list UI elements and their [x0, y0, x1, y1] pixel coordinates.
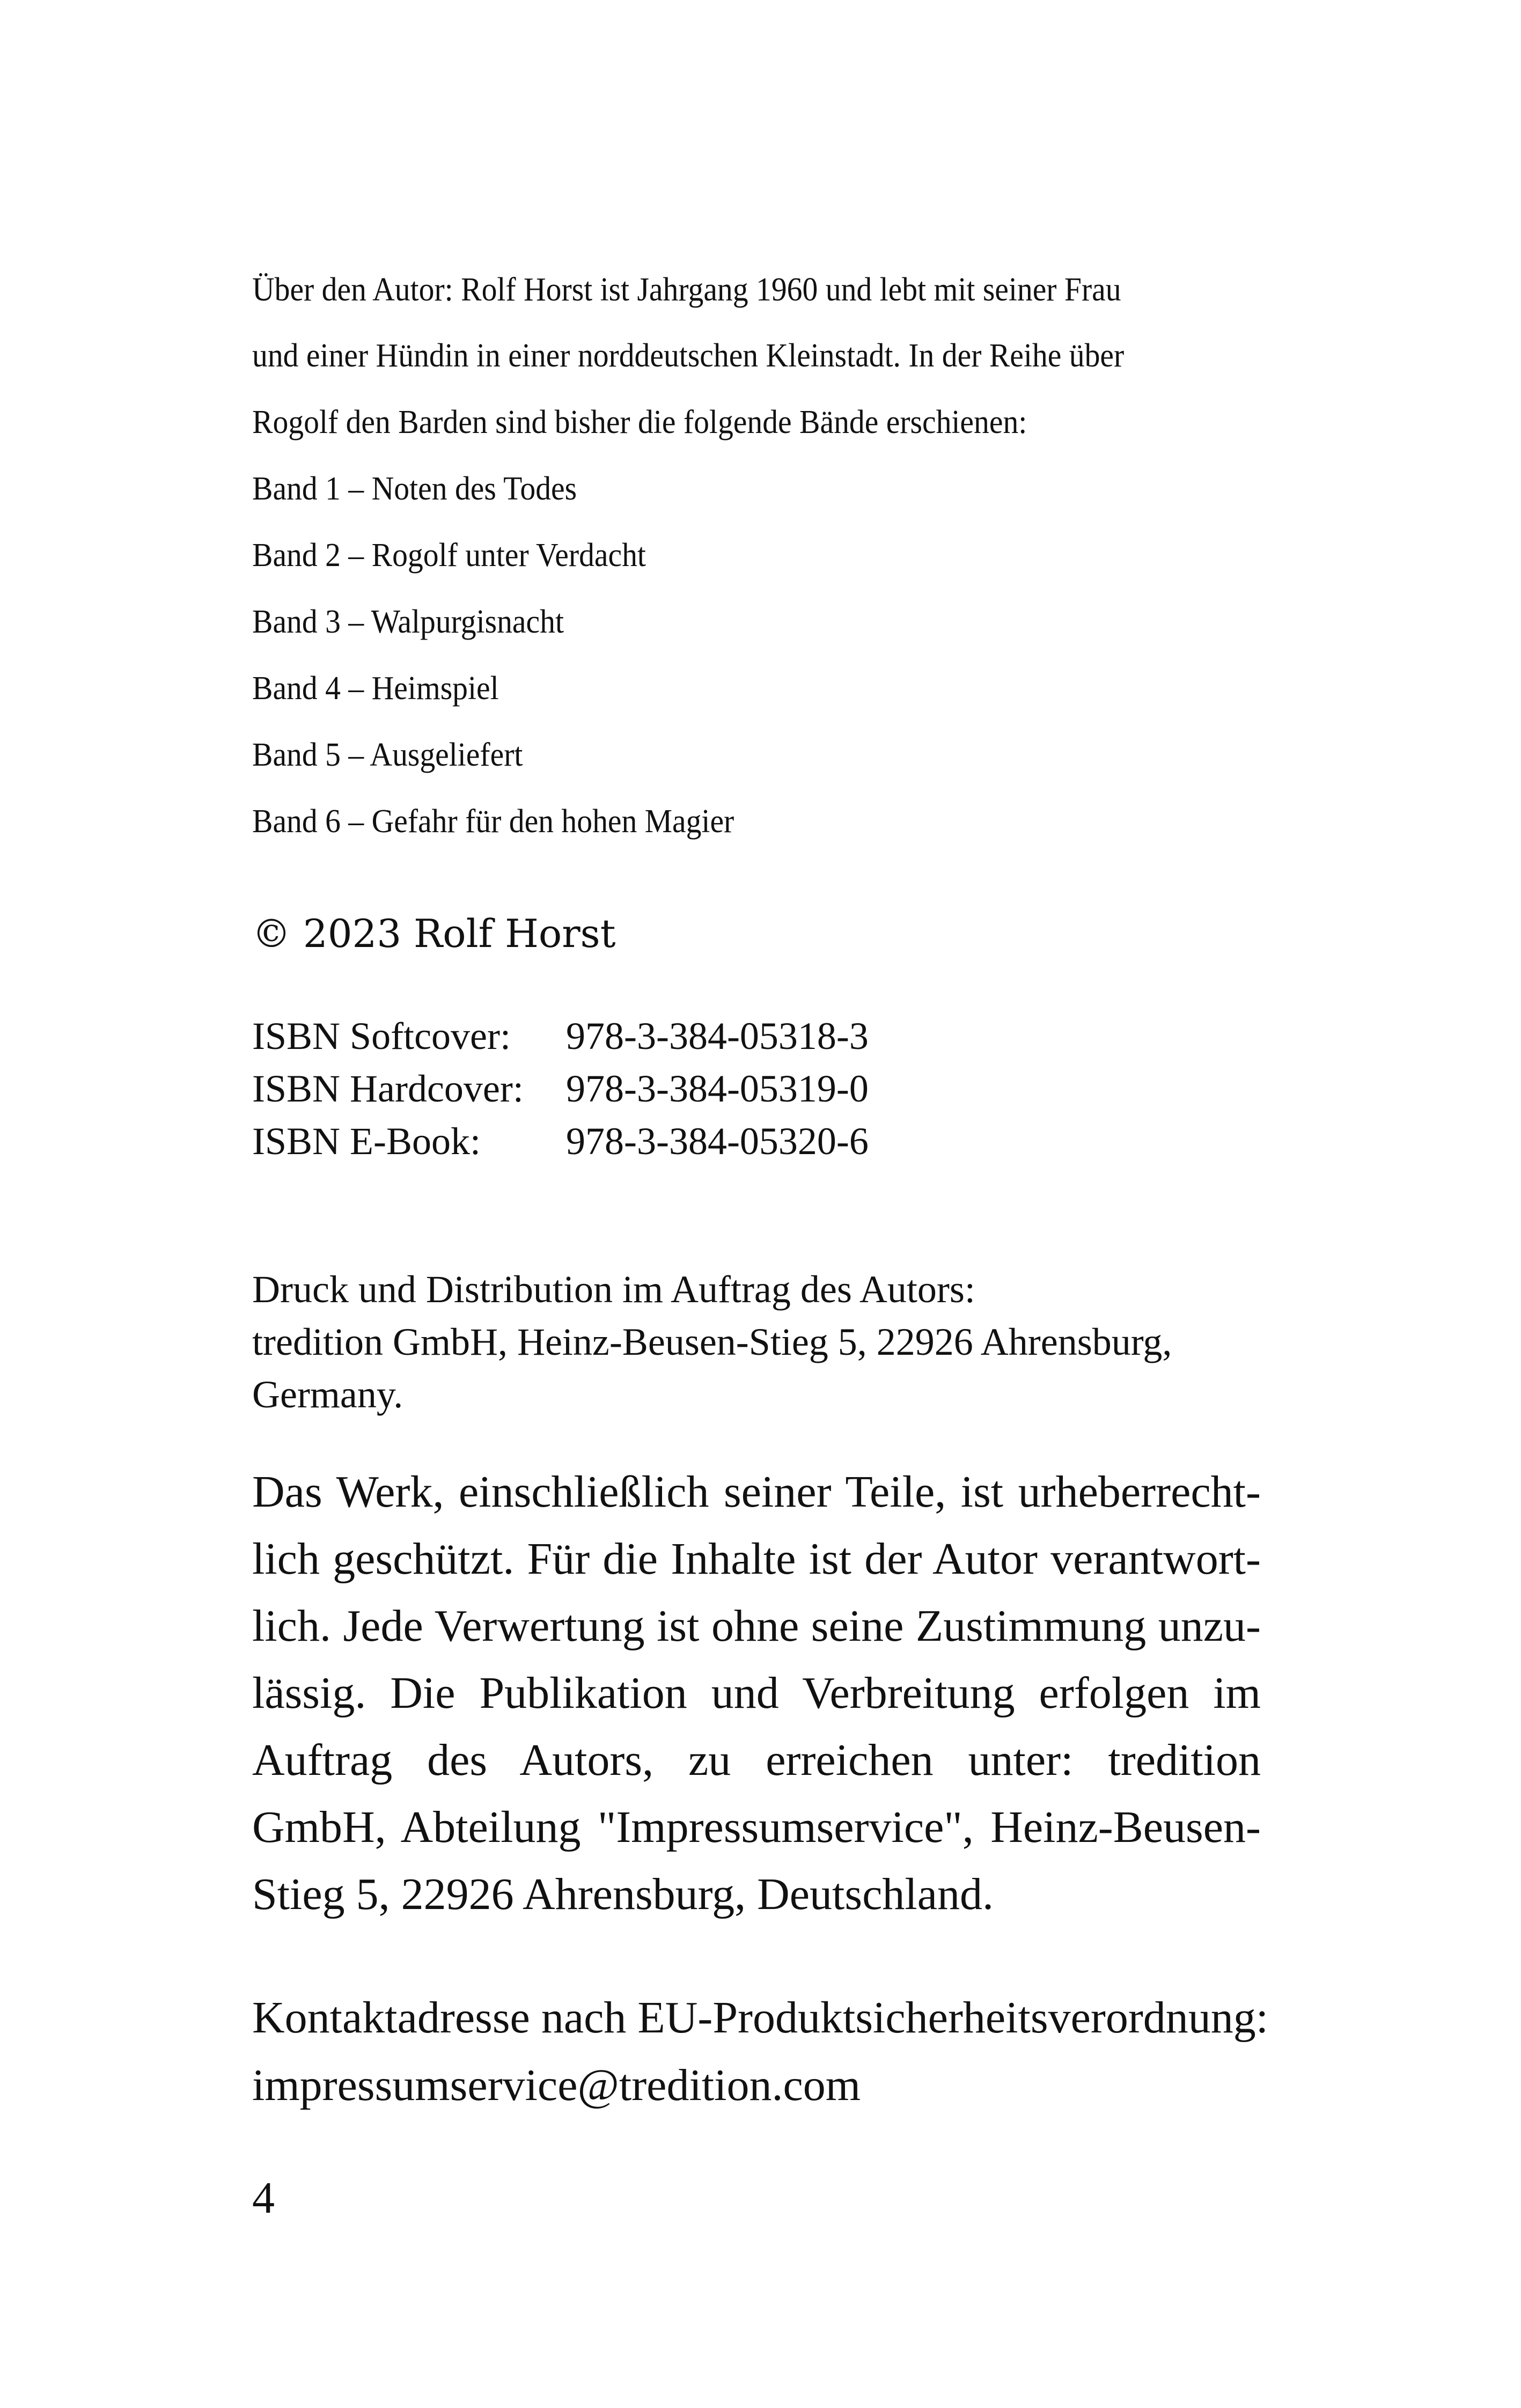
about-author-line-1: Über den Autor: Rolf Horst ist Jahrgang 1960 und lebt mit seiner Frau [252, 271, 1121, 308]
isbn-row-ebook [252, 1119, 869, 1164]
volume-item-3: Band 3 – Walpurgisnacht [252, 604, 564, 640]
distribution-line-3: Germany. [252, 1373, 403, 1416]
isbn-label: ISBN Hardcover: [252, 1067, 524, 1110]
copyright-notice: © 2023 Rolf Horst [252, 911, 616, 956]
distribution-line-2: tredition GmbH, Heinz-Beusen-Stieg 5, 22926 Ahrensburg, [252, 1320, 1172, 1363]
isbn-label: ISBN Softcover: [252, 1015, 511, 1058]
isbn-value: 978-3-384-05320-6 [566, 1120, 869, 1163]
distribution-line-1: Druck und Distribution im Auftrag des Autors: [252, 1268, 975, 1311]
page-number: 4 [252, 2173, 275, 2223]
about-author-line-3: Rogolf den Barden sind bisher die folgende Bände erschienen: [252, 404, 1027, 441]
volume-item-1: Band 1 – Noten des Todes [252, 471, 577, 507]
isbn-value: 978-3-384-05318-3 [566, 1015, 869, 1058]
volume-item-5: Band 5 – Ausgeliefert [252, 737, 523, 773]
contact-label: Kontaktadresse nach EU-Produktsicherheitsverordnung: [252, 1993, 1269, 2043]
contact-email[interactable]: impressumservice@tredition.com [252, 2060, 861, 2110]
isbn-row-softcover [252, 1014, 869, 1059]
about-author-line-2: und einer Hündin in einer norddeutschen Kleinstadt. In der Reihe über [252, 337, 1125, 374]
legal-notice: Das Werk, einschließlich seiner Teile, ist urheberrechtlich geschützt. Für die Inhalte ist der Autor verantwortlich. Jede Verwertung ist ohne seine Zustimmung unzulässig. Die Publikation und Verbreitung erfolgen im Auftrag des Autors, zu erreichen unter: tredition GmbH, Abteilung "Impressumservice", Heinz-Beusen-Stieg 5, 22926 Ahrensburg, Deutschland. [252, 1467, 1261, 1919]
volume-item-2: Band 2 – Rogolf unter Verdacht [252, 537, 646, 574]
isbn-label: ISBN E-Book: [252, 1120, 481, 1163]
isbn-value: 978-3-384-05319-0 [566, 1067, 869, 1110]
isbn-row-hardcover [252, 1067, 869, 1111]
volume-item-6: Band 6 – Gefahr für den hohen Magier [252, 803, 734, 840]
volume-item-4: Band 4 – Heimspiel [252, 670, 499, 707]
